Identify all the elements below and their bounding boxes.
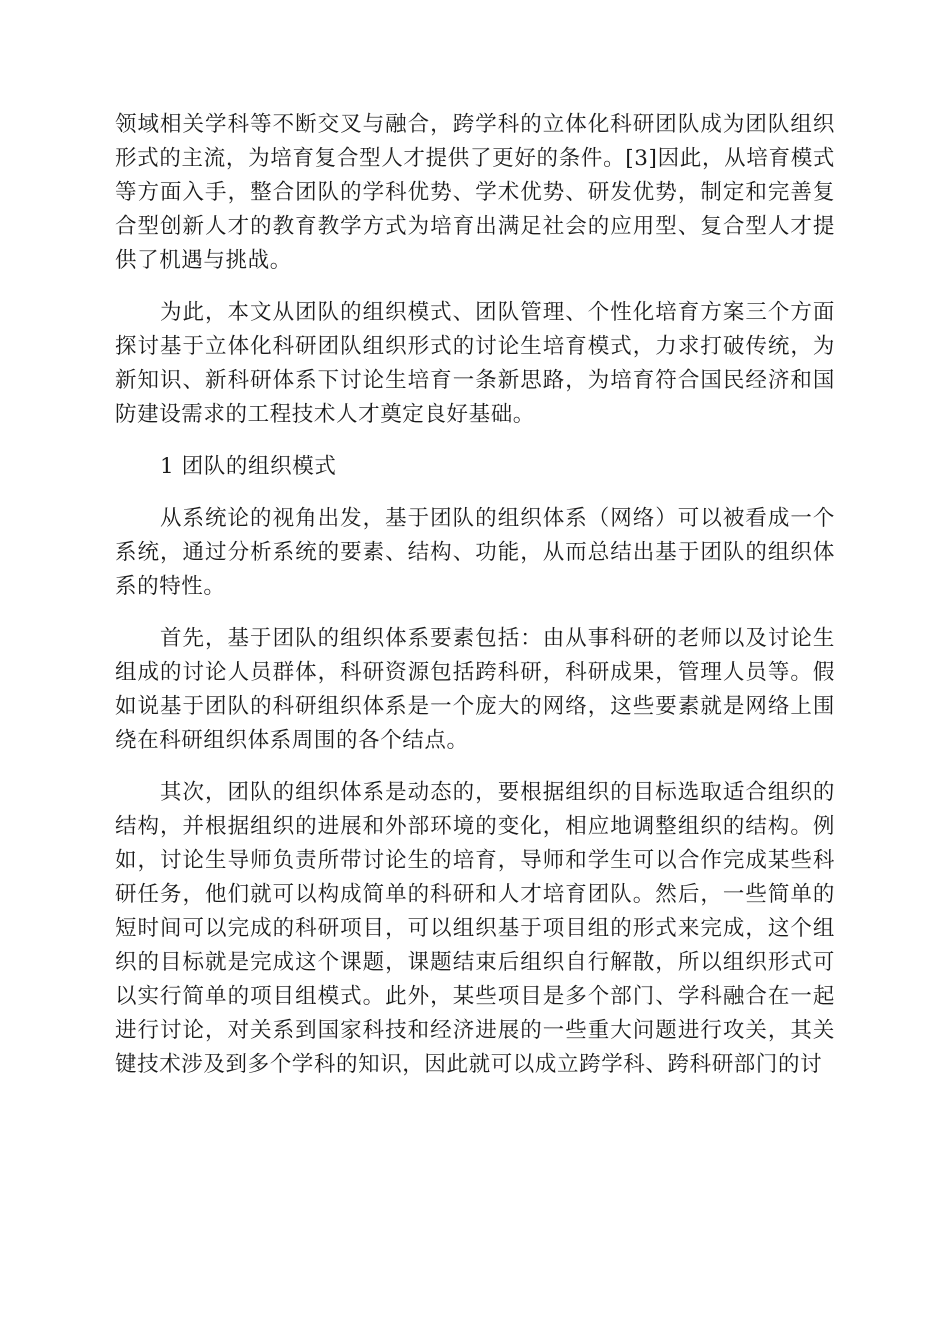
paragraph-system-view: 从系统论的视角出发，基于团队的组织体系（网络）可以被看成一个系统，通过分析系统的要素、结构、功能，从而总结出基于团队的组织体系的特性。	[115, 506, 835, 599]
paragraph-purpose: 为此，本文从团队的组织模式、团队管理、个性化培育方案三个方面探讨基于立体化科研团队组织形式的讨论生培育模式，力求打破传统，为新知识、新科研体系下讨论生培育一条新思路，为培育符合国民经济和国防建设需求的工程技术人才奠定良好基础。	[115, 300, 835, 427]
paragraph-elements: 首先，基于团队的组织体系要素包括：由从事科研的老师以及讨论生组成的讨论人员群体，科研资源包括跨科研，科研成果，管理人员等。假如说基于团队的科研组织体系是一个庞大的网络，这些要素就是网络上围绕在科研组织体系周围的各个结点。	[115, 626, 835, 753]
section-heading: 1 团队的组织模式	[160, 454, 337, 479]
paragraph-continued: 领域相关学科等不断交叉与融合，跨学科的立体化科研团队成为团队组织形式的主流，为培育复合型人才提供了更好的条件。[3]因此，从培育模式等方面入手，整合团队的学科优势、学术优势、研发优势，制定和完善复合型创新人才的教育教学方式为培育出满足社会的应用型、复合型人才提供了机遇与挑战。	[115, 112, 835, 273]
document-body	[115, 108, 835, 1100]
paragraph-dynamic-structure: 其次，团队的组织体系是动态的，要根据组织的目标选取适合组织的结构，并根据组织的进展和外部环境的变化，相应地调整组织的结构。例如，讨论生导师负责所带讨论生的培育，导师和学生可以合作完成某些科研任务，他们就可以构成简单的科研和人才培育团队。然后，一些简单的短时间可以完成的科研项目，可以组织基于项目组的形式来完成，这个组织的目标就是完成这个课题，课题结束后组织自行解散，所以组织形式可以实行简单的项目组模式。此外，某些项目是多个部门、学科融合在一起进行讨论，对关系到国家科技和经济进展的一些重大问题进行攻关，其关键技术涉及到多个学科的知识，因此就可以成立跨学科、跨科研部门的讨	[115, 780, 835, 1077]
